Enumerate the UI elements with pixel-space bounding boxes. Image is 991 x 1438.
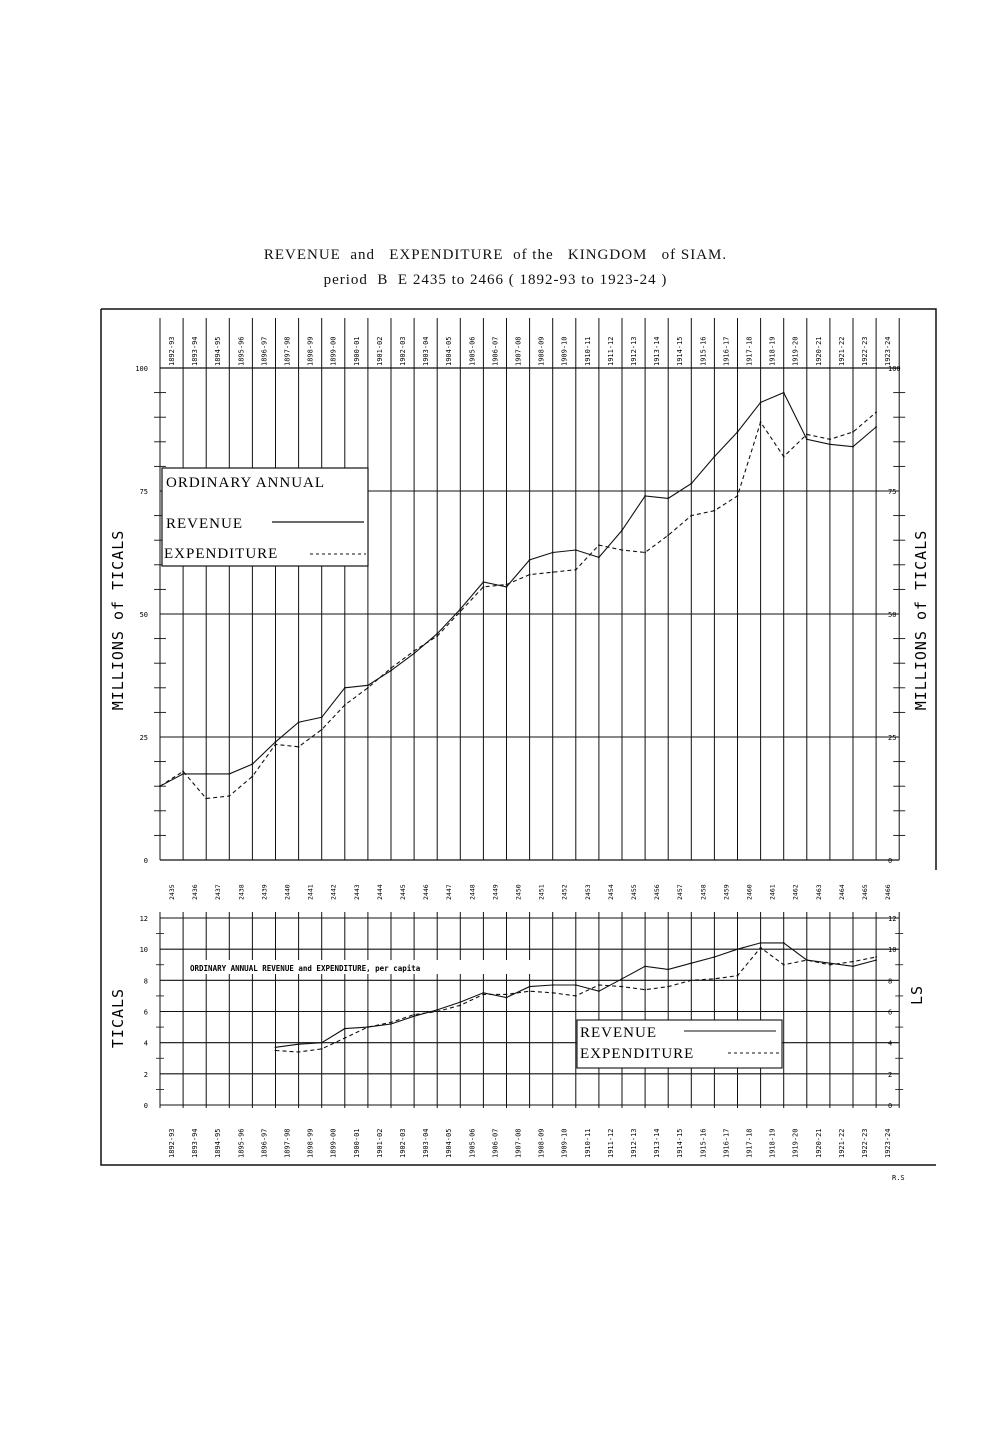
- top-category-label: 1918-19: [768, 336, 777, 366]
- top-y-tick-right: 75: [888, 488, 897, 496]
- top-expenditure-point: [321, 729, 323, 731]
- bottom-revenue-point: [737, 948, 739, 950]
- bottom-category-label: 1920-21: [814, 1128, 823, 1158]
- bottom-revenue-point: [275, 1046, 277, 1048]
- top-expenditure-point: [506, 584, 508, 586]
- bottom-revenue-point: [667, 969, 669, 971]
- bottom-y-tick-left: 4: [143, 1039, 148, 1048]
- be-year-label: 2459: [722, 884, 731, 900]
- bottom-revenue-point: [575, 984, 577, 986]
- bottom-category-label: 1909-10: [560, 1128, 569, 1158]
- bottom-category-label: 1923-24: [884, 1128, 893, 1158]
- bottom-expenditure-point: [344, 1037, 346, 1039]
- bottom-y-tick-right: 8: [888, 977, 893, 986]
- bottom-revenue-point: [621, 978, 623, 980]
- bottom-category-label: 1915-16: [699, 1128, 708, 1158]
- top-expenditure-point: [575, 569, 577, 571]
- bottom-category-label: 1892-93: [168, 1128, 176, 1158]
- bottom-expenditure-point: [529, 990, 531, 992]
- top-revenue-point: [714, 456, 716, 458]
- bottom-category-label: 1905-06: [468, 1128, 477, 1158]
- be-year-label: 2464: [837, 884, 846, 900]
- top-category-label: 1920-21: [814, 336, 823, 366]
- top-y-tick-left: 100: [135, 365, 148, 373]
- bottom-legend-expenditure-label: EXPENDITURE: [580, 1046, 695, 1062]
- bottom-expenditure-point: [621, 986, 623, 988]
- top-category-label: 1908-09: [537, 336, 546, 366]
- top-expenditure-point: [228, 795, 230, 797]
- bottom-revenue-point: [829, 962, 831, 964]
- bottom-expenditure-point: [436, 1011, 438, 1013]
- top-expenditure-point: [644, 552, 646, 554]
- top-revenue-point: [390, 670, 392, 672]
- bottom-expenditure-point: [275, 1050, 277, 1052]
- bottom-revenue-point: [852, 965, 854, 967]
- top-revenue-point: [275, 741, 277, 743]
- top-expenditure-point: [298, 746, 300, 748]
- bottom-category-label: 1904-05: [445, 1128, 454, 1158]
- top-legend-title: ORDINARY ANNUAL: [166, 475, 326, 491]
- top-category-label: 1923-24: [884, 336, 893, 366]
- bottom-y-axis-label-right: LS: [908, 984, 926, 1006]
- bottom-y-tick-right: 4: [888, 1039, 893, 1048]
- be-year-label: 2446: [422, 884, 431, 900]
- bottom-expenditure-point: [321, 1048, 323, 1050]
- bottom-category-label: 1911-12: [606, 1128, 615, 1158]
- top-y-axis-label-left: MILLIONS of TICALS: [109, 529, 127, 711]
- top-revenue-point: [875, 426, 877, 428]
- top-expenditure-point: [205, 798, 207, 800]
- be-year-label: 2448: [468, 884, 477, 900]
- be-year-label: 2461: [768, 884, 777, 900]
- top-revenue-point: [760, 402, 762, 404]
- bottom-expenditure-point: [506, 993, 508, 995]
- bottom-revenue-point: [413, 1015, 415, 1017]
- bottom-legend-revenue-label: REVENUE: [580, 1025, 657, 1041]
- bottom-revenue-point: [436, 1009, 438, 1011]
- bottom-revenue-point: [875, 959, 877, 961]
- bottom-expenditure-point: [783, 964, 785, 966]
- top-expenditure-point: [552, 571, 554, 573]
- bottom-category-label: 1922-23: [861, 1128, 869, 1158]
- bottom-revenue-point: [783, 942, 785, 944]
- top-revenue-point: [621, 529, 623, 531]
- be-year-label: 2456: [653, 884, 662, 900]
- top-expenditure-point: [714, 510, 716, 512]
- bottom-chart-title: ORDINARY ANNUAL REVENUE and EXPENDITURE, per capita: [190, 964, 421, 973]
- bottom-expenditure-point: [552, 992, 554, 994]
- top-revenue-line: [160, 393, 876, 787]
- top-revenue-point: [298, 721, 300, 723]
- be-year-label: 2445: [399, 884, 407, 900]
- be-year-label: 2437: [214, 884, 223, 900]
- outer-frame: [101, 309, 936, 870]
- be-year-label: 2450: [514, 884, 523, 900]
- be-year-label: 2460: [745, 884, 754, 900]
- be-year-label: 2447: [445, 884, 454, 900]
- top-legend-revenue-label: REVENUE: [166, 516, 243, 532]
- bottom-category-label: 1906-07: [491, 1128, 500, 1158]
- top-category-label: 1904-05: [445, 336, 454, 366]
- top-y-tick-left: 25: [139, 734, 148, 742]
- bottom-expenditure-point: [667, 986, 669, 988]
- bottom-y-axis-label-left: TICALS: [109, 987, 127, 1049]
- be-year-label: 2438: [237, 884, 246, 900]
- top-expenditure-point: [483, 586, 485, 588]
- bottom-category-label: 1900-01: [352, 1128, 361, 1158]
- top-revenue-point: [483, 581, 485, 583]
- top-revenue-point: [552, 552, 554, 554]
- top-expenditure-point: [737, 495, 739, 497]
- top-category-label: 1895-96: [237, 336, 246, 366]
- top-category-label: 1917-18: [745, 336, 754, 366]
- be-year-label: 2457: [676, 884, 685, 900]
- bottom-category-label: 1899-00: [329, 1128, 338, 1158]
- top-category-label: 1894-95: [214, 336, 223, 366]
- top-legend-expenditure-label: EXPENDITURE: [164, 546, 279, 562]
- bottom-y-tick-right: 12: [888, 915, 897, 923]
- bottom-category-label: 1913-14: [653, 1128, 662, 1158]
- top-category-label: 1897-98: [283, 336, 292, 366]
- bottom-revenue-point: [459, 1001, 461, 1003]
- top-revenue-point: [575, 549, 577, 551]
- top-y-tick-right: 100: [888, 365, 901, 373]
- top-y-tick-right: 0: [888, 857, 893, 865]
- top-y-axis-label-right: MILLIONS of TICALS: [912, 529, 930, 711]
- bottom-y-tick-left: 8: [143, 977, 148, 986]
- top-expenditure-point: [159, 785, 161, 787]
- top-category-label: 1903-04: [422, 336, 431, 366]
- top-category-label: 1921-22: [837, 336, 846, 366]
- bottom-expenditure-point: [737, 975, 739, 977]
- bottom-y-tick-right: 0: [888, 1102, 893, 1110]
- bottom-category-label: 1918-19: [768, 1128, 777, 1158]
- top-expenditure-point: [621, 549, 623, 551]
- top-category-label: 1905-06: [468, 336, 477, 366]
- bottom-category-label: 1907-08: [514, 1128, 523, 1158]
- top-revenue-point: [783, 392, 785, 394]
- top-category-label: 1909-10: [560, 336, 569, 366]
- be-year-label: 2440: [283, 884, 292, 900]
- top-revenue-point: [205, 773, 207, 775]
- bottom-category-label: 1893-94: [191, 1128, 200, 1158]
- signature-initials: R.S: [892, 1174, 905, 1182]
- top-revenue-point: [644, 495, 646, 497]
- top-expenditure-point: [598, 544, 600, 546]
- bottom-category-label: 1914-15: [676, 1128, 685, 1158]
- top-revenue-point: [459, 608, 461, 610]
- top-category-label: 1922-23: [861, 336, 869, 366]
- be-year-label: 2449: [491, 884, 500, 900]
- bottom-revenue-point: [321, 1042, 323, 1044]
- be-year-label: 2465: [861, 884, 869, 900]
- bottom-category-label: 1894-95: [214, 1128, 223, 1158]
- top-expenditure-point: [852, 431, 854, 433]
- top-expenditure-point: [829, 438, 831, 440]
- top-expenditure-point: [413, 650, 415, 652]
- top-category-label: 1911-12: [606, 336, 615, 366]
- be-year-label: 2439: [260, 884, 269, 900]
- bottom-revenue-point: [690, 962, 692, 964]
- top-revenue-point: [182, 773, 184, 775]
- top-expenditure-point: [252, 775, 254, 777]
- top-revenue-point: [852, 446, 854, 448]
- top-category-label: 1896-97: [260, 336, 269, 366]
- top-revenue-point: [529, 559, 531, 561]
- top-expenditure-point: [390, 667, 392, 669]
- bottom-y-tick-right: 10: [888, 946, 897, 955]
- top-revenue-point: [690, 483, 692, 485]
- top-y-tick-right: 25: [888, 734, 897, 742]
- top-expenditure-point: [690, 515, 692, 517]
- bottom-category-label: 1921-22: [837, 1128, 846, 1158]
- bottom-category-label: 1898-99: [306, 1128, 315, 1158]
- bottom-revenue-point: [598, 990, 600, 992]
- bottom-category-label: 1910-11: [583, 1128, 592, 1158]
- bottom-y-tick-left: 10: [139, 946, 148, 955]
- top-category-label: 1906-07: [491, 336, 500, 366]
- bottom-category-label: 1912-13: [630, 1128, 638, 1158]
- be-year-label: 2435: [168, 884, 176, 900]
- bottom-category-label: 1901-02: [375, 1128, 384, 1158]
- bottom-expenditure-point: [875, 956, 877, 958]
- top-revenue-point: [228, 773, 230, 775]
- top-category-label: 1901-02: [375, 336, 384, 366]
- bottom-category-label: 1908-09: [537, 1128, 546, 1158]
- top-revenue-point: [413, 652, 415, 654]
- bottom-revenue-point: [344, 1028, 346, 1030]
- top-revenue-point: [667, 497, 669, 499]
- top-expenditure-point: [436, 635, 438, 637]
- top-expenditure-point: [344, 704, 346, 706]
- be-year-label: 2453: [583, 884, 592, 900]
- top-expenditure-point: [275, 743, 277, 745]
- bottom-category-label: 1895-96: [237, 1128, 246, 1158]
- bottom-expenditure-point: [575, 995, 577, 997]
- top-category-label: 1910-11: [583, 336, 592, 366]
- top-revenue-point: [252, 763, 254, 765]
- bottom-category-label: 1896-97: [260, 1128, 269, 1158]
- bottom-category-label: 1903-04: [422, 1128, 431, 1158]
- bottom-expenditure-point: [644, 989, 646, 991]
- bottom-expenditure-point: [367, 1026, 369, 1028]
- bottom-expenditure-point: [390, 1022, 392, 1024]
- bottom-category-label: 1902-03: [399, 1128, 407, 1158]
- top-category-label: 1902-03: [399, 336, 407, 366]
- top-revenue-point: [367, 684, 369, 686]
- top-category-label: 1919-20: [791, 336, 800, 366]
- top-category-label: 1913-14: [653, 336, 662, 366]
- top-y-tick-right: 50: [888, 611, 897, 619]
- be-year-label: 2455: [630, 884, 638, 900]
- bottom-revenue-point: [714, 956, 716, 958]
- be-year-label: 2442: [329, 884, 338, 900]
- be-year-label: 2466: [884, 884, 893, 900]
- top-expenditure-point: [806, 434, 808, 436]
- bottom-expenditure-point: [459, 1004, 461, 1006]
- be-year-label: 2462: [791, 884, 800, 900]
- top-expenditure-point: [760, 421, 762, 423]
- bottom-expenditure-point: [690, 979, 692, 981]
- top-category-label: 1893-94: [191, 336, 200, 366]
- bottom-category-label: 1917-18: [745, 1128, 754, 1158]
- bottom-category-label: 1916-17: [722, 1128, 731, 1158]
- top-category-label: 1898-99: [306, 336, 315, 366]
- top-expenditure-point: [182, 771, 184, 773]
- top-category-label: 1915-16: [699, 336, 708, 366]
- bottom-revenue-point: [298, 1043, 300, 1045]
- top-category-label: 1899-00: [329, 336, 338, 366]
- chart-subtitle: period B E 2435 to 2466 ( 1892-93 to 1923-24 ): [323, 272, 668, 288]
- bottom-revenue-point: [529, 986, 531, 988]
- bottom-expenditure-point: [852, 961, 854, 963]
- bottom-expenditure-point: [806, 959, 808, 961]
- be-year-label: 2458: [699, 884, 708, 900]
- top-expenditure-point: [367, 687, 369, 689]
- bottom-revenue-point: [506, 997, 508, 999]
- be-year-label: 2444: [375, 884, 384, 900]
- top-revenue-point: [829, 443, 831, 445]
- be-year-label: 2443: [352, 884, 361, 900]
- bottom-y-tick-right: 6: [888, 1008, 893, 1017]
- be-year-label: 2454: [606, 884, 615, 900]
- top-category-label: 1914-15: [676, 336, 685, 366]
- top-revenue-point: [598, 557, 600, 559]
- chart-title: REVENUE and EXPENDITURE of the KINGDOM of SIAM.: [263, 247, 728, 263]
- bottom-category-label: 1919-20: [791, 1128, 800, 1158]
- be-year-label: 2451: [537, 884, 546, 900]
- bottom-expenditure-point: [483, 993, 485, 995]
- top-expenditure-point: [667, 534, 669, 536]
- be-year-label: 2436: [191, 884, 200, 900]
- top-revenue-point: [321, 716, 323, 718]
- be-year-label: 2463: [814, 884, 823, 900]
- bottom-revenue-point: [644, 965, 646, 967]
- top-y-tick-left: 0: [143, 857, 148, 865]
- bottom-revenue-point: [390, 1023, 392, 1025]
- bottom-y-tick-left: 0: [143, 1102, 148, 1110]
- top-category-label: 1907-08: [514, 336, 523, 366]
- bottom-expenditure-point: [413, 1014, 415, 1016]
- top-category-label: 1900-01: [352, 336, 361, 366]
- top-revenue-point: [506, 586, 508, 588]
- top-expenditure-point: [783, 456, 785, 458]
- be-year-label: 2452: [560, 884, 569, 900]
- top-revenue-point: [436, 633, 438, 635]
- top-y-tick-left: 50: [139, 611, 148, 619]
- top-category-label: 1916-17: [722, 336, 731, 366]
- top-expenditure-point: [459, 611, 461, 613]
- top-expenditure-point: [529, 574, 531, 576]
- top-category-label: 1912-13: [630, 336, 638, 366]
- bottom-y-tick-left: 6: [143, 1008, 148, 1017]
- be-year-label: 2441: [306, 884, 315, 900]
- bottom-y-tick-right: 2: [888, 1070, 893, 1079]
- bottom-expenditure-point: [760, 947, 762, 949]
- bottom-y-tick-left: 12: [139, 915, 148, 923]
- top-revenue-point: [737, 431, 739, 433]
- bottom-revenue-point: [483, 992, 485, 994]
- bottom-expenditure-point: [298, 1051, 300, 1053]
- bottom-expenditure-point: [829, 964, 831, 966]
- bottom-category-label: 1897-98: [283, 1128, 292, 1158]
- bottom-expenditure-point: [714, 978, 716, 980]
- bottom-expenditure-point: [598, 984, 600, 986]
- top-expenditure-point: [875, 411, 877, 413]
- bottom-y-tick-left: 2: [143, 1070, 148, 1079]
- bottom-revenue-point: [760, 942, 762, 944]
- bottom-revenue-point: [552, 984, 554, 986]
- top-revenue-point: [344, 687, 346, 689]
- top-revenue-point: [806, 438, 808, 440]
- top-y-tick-left: 75: [139, 488, 148, 496]
- top-category-label: 1892-93: [168, 336, 176, 366]
